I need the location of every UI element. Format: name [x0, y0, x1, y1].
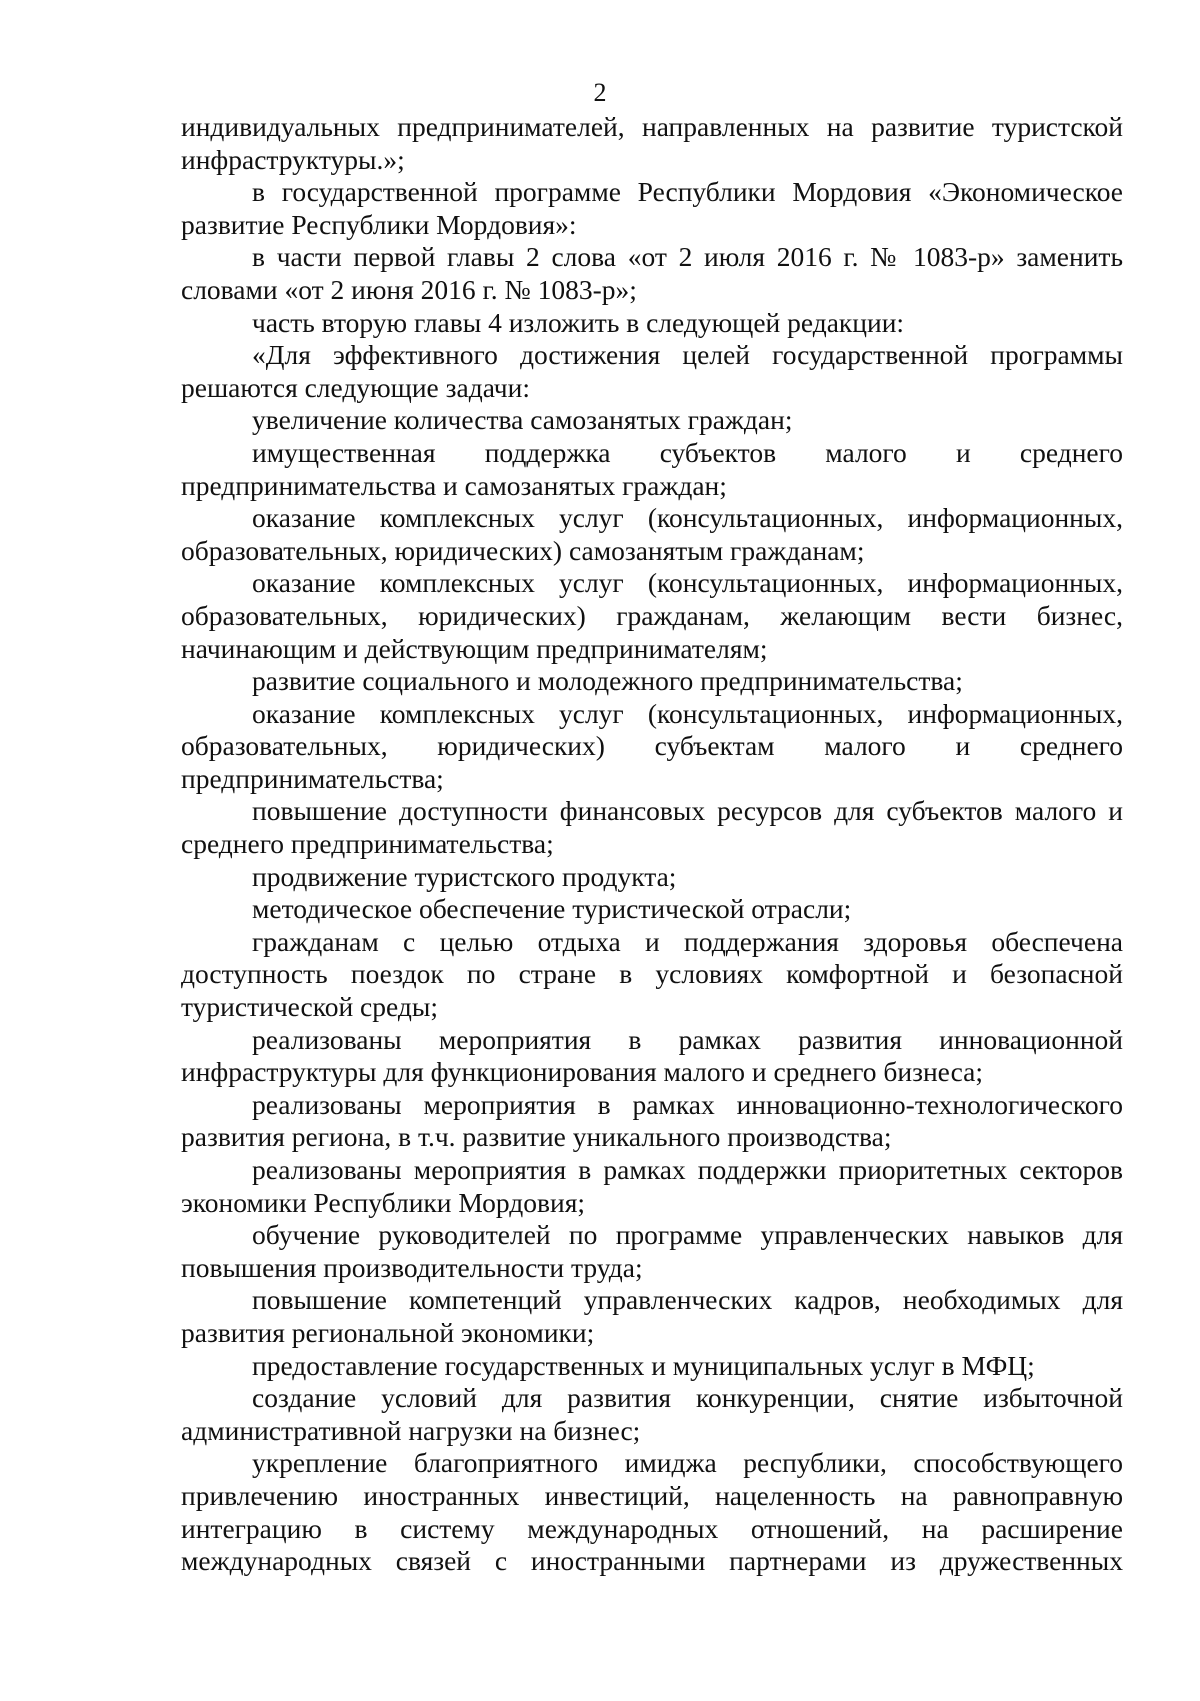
page-number: 2 [593, 78, 607, 107]
list-item: обучение руководителей по программе управленческих навыков для повышения производительности труда; [181, 1219, 1123, 1283]
document-body [181, 111, 1123, 1578]
paragraph-chapter-4-amendment: часть вторую главы 4 изложить в следующей редакции: [252, 306, 905, 338]
list-item: гражданам с целью отдыха и поддержания здоровья обеспечена доступность поездок по стране в условиях комфортной и безопасной туристической среды; [181, 925, 1123, 1023]
list-item: укрепление благоприятного имиджа республики, способствующего привлечению иностранных инвестиций, нацеленность на равноправную интеграцию в систему международных отношений, на расширение международных связей с иностранными партнерами из дружественных [181, 1447, 1123, 1577]
paragraph-continuation: индивидуальных предпринимателей, направленных на развитие туристской инфраструктуры.»; [181, 111, 1123, 175]
list-item: реализованы мероприятия в рамках поддержки приоритетных секторов экономики Республики Мордовия; [181, 1154, 1123, 1218]
list-item: увеличение количества самозанятых граждан; [252, 404, 793, 436]
list-item: создание условий для развития конкуренции, снятие избыточной административной нагрузки на бизнес; [181, 1382, 1123, 1446]
paragraph-program-intro: в государственной программе Республики Мордовия «Экономическое развитие Республики Мордовия»: [181, 176, 1123, 240]
list-item: методическое обеспечение туристической отрасли; [252, 893, 852, 925]
list-item: повышение доступности финансовых ресурсов для субъектов малого и среднего предпринимательства; [181, 795, 1123, 860]
list-item: имущественная поддержка субъектов малого и среднего предпринимательства и самозанятых граждан; [181, 436, 1123, 501]
list-item: развитие социального и молодежного предпринимательства; [252, 665, 963, 697]
list-item: повышение компетенций управленческих кадров, необходимых для развития региональной экономики; [181, 1284, 1123, 1348]
list-item: оказание комплексных услуг (консультационных, информационных, образовательных, юридических) самозанятым гражданам; [181, 502, 1123, 566]
list-item: реализованы мероприятия в рамках инновационно-технологического развития региона, в т.ч. развитие уникального производства; [181, 1088, 1123, 1153]
list-item: реализованы мероприятия в рамках развития инновационной инфраструктуры для функционирования малого и среднего бизнеса; [181, 1023, 1123, 1088]
list-item: продвижение туристского продукта; [252, 860, 677, 892]
paragraph-tasks-intro: «Для эффективного достижения целей государственной программы решаются следующие задачи: [181, 339, 1123, 403]
list-item: оказание комплексных услуг (консультационных, информационных, образовательных, юридических) субъектам малого и среднего предпринимательства; [181, 697, 1123, 794]
list-item: предоставление государственных и муниципальных услуг в МФЦ; [252, 1349, 1035, 1381]
paragraph-chapter-2-amendment: в части первой главы 2 слова «от 2 июля 2016 г. № 1083-р» заменить словами «от 2 июня 2016 г. № 1083-р»; [181, 241, 1123, 305]
list-item: оказание комплексных услуг (консультационных, информационных, образовательных, юридических) гражданам, желающим вести бизнес, начинающим и действующим предпринимателям; [181, 567, 1123, 664]
